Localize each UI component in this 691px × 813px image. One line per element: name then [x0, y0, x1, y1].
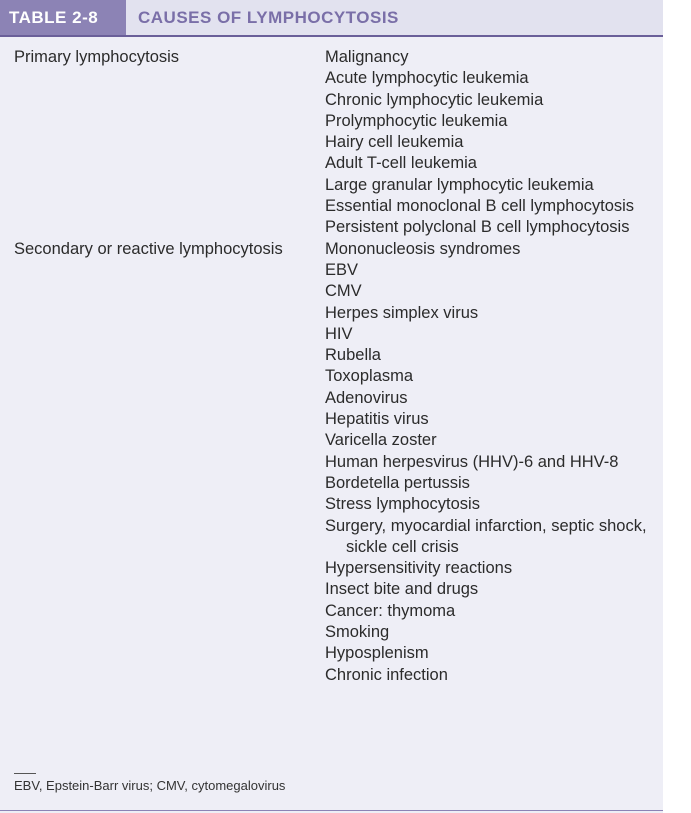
list-item: Adenovirus — [325, 388, 408, 407]
table-row-primary — [0, 47, 663, 239]
list-item: Cancer: thymoma — [325, 601, 456, 620]
table-body — [0, 37, 663, 686]
list-item: Large granular lymphocytic leukemia — [325, 175, 594, 194]
list-item: Rubella — [325, 346, 381, 365]
items-secondary — [325, 239, 663, 686]
list-item: Hyposplenism — [325, 644, 429, 663]
list-item: Smoking — [325, 623, 390, 642]
list-item: Chronic infection — [325, 665, 448, 684]
list-item: HIV — [325, 324, 353, 343]
list-item: EBV — [325, 260, 359, 279]
list-item: Human herpesvirus (HHV)-6 and HHV-8 — [325, 452, 619, 471]
list-item: Hairy cell leukemia — [325, 133, 464, 152]
category-primary: Primary lymphocytosis — [14, 48, 180, 66]
list-item: Toxoplasma — [325, 367, 414, 386]
table-header — [0, 0, 663, 37]
table-row-secondary — [0, 239, 663, 686]
list-item: Herpes simplex virus — [325, 303, 479, 322]
items-primary — [325, 47, 663, 239]
list-item: Persistent polyclonal B cell lymphocytosis — [325, 218, 630, 237]
table-title: CAUSES OF LYMPHOCYTOSIS — [138, 7, 399, 27]
list-item: Malignancy — [325, 48, 409, 66]
list-item: Mononucleosis syndromes — [325, 239, 521, 258]
list-item: Varicella zoster — [325, 431, 437, 450]
table-bottom-border — [0, 810, 663, 811]
table-footnote: EBV, Epstein-Barr virus; CMV, cytomegalovirus — [14, 778, 286, 793]
list-item: Chronic lymphocytic leukemia — [325, 90, 544, 109]
table-number-label: TABLE 2-8 — [0, 0, 126, 35]
list-item: Surgery, myocardial infarction, septic shock, sickle cell crisis — [325, 516, 647, 556]
footnote-divider — [14, 773, 36, 774]
list-item: Hepatitis virus — [325, 410, 429, 429]
list-item: Stress lymphocytosis — [325, 495, 480, 514]
list-item: Hypersensitivity reactions — [325, 559, 513, 578]
list-item: CMV — [325, 282, 362, 301]
list-item: Adult T-cell leukemia — [325, 154, 477, 173]
list-item: Acute lymphocytic leukemia — [325, 69, 529, 88]
list-item: Insect bite and drugs — [325, 580, 479, 599]
list-item: Prolymphocytic leukemia — [325, 111, 508, 130]
category-secondary: Secondary or reactive lymphocytosis — [14, 239, 283, 258]
list-item: Essential monoclonal B cell lymphocytosis — [325, 197, 635, 216]
list-item: Bordetella pertussis — [325, 473, 470, 492]
